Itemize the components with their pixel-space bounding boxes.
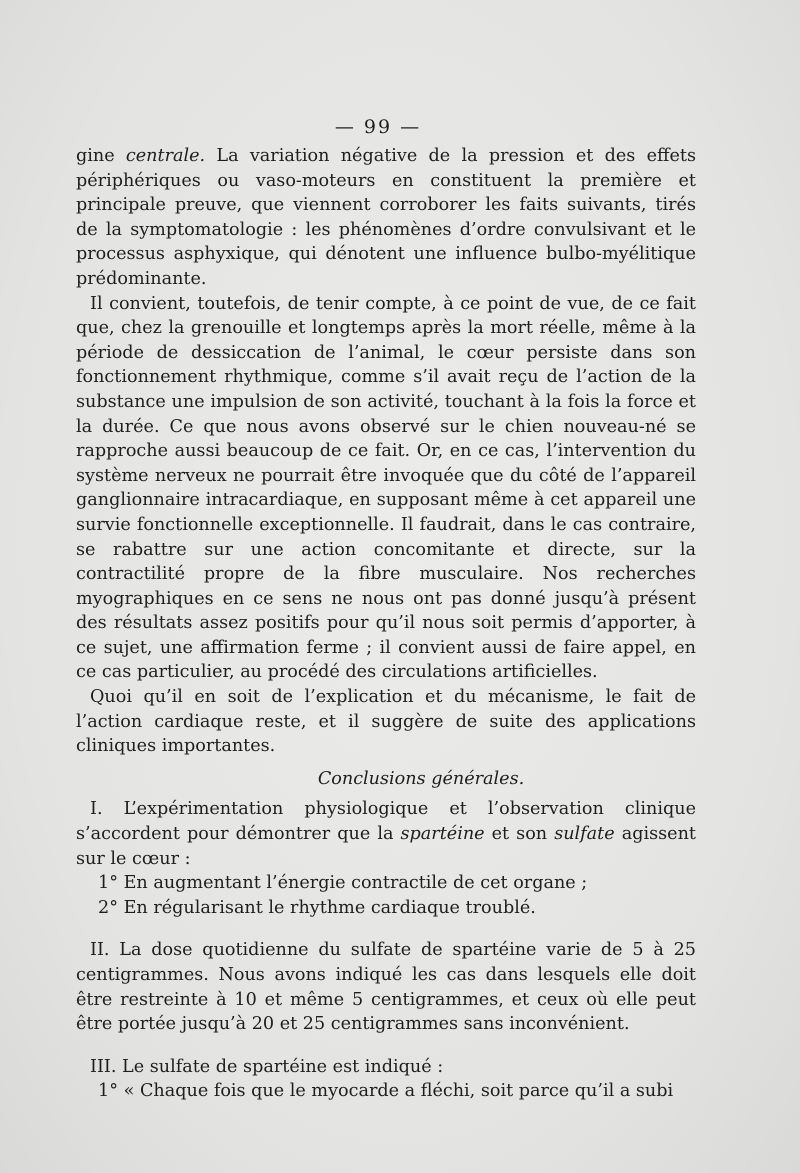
emphasis-sparteine: spartéine [400,824,485,845]
emphasis-sulfate: sulfate [554,824,615,845]
conclusion-1-item-2: 2° En régularisant le rhythme cardiaque troublé. [98,897,536,918]
conclusion-3-item-1: 1° « Chaque fois que le myocarde a fléchi, soit parce qu’il a subi [98,1081,674,1102]
paragraph-1-rest: La variation négative de la pression et des effets périphériques ou vaso-moteurs en constituent la première et principale preuve, que viennent corroborer les faits suivants, tirés de la symptomatologie : les phénomènes d’ordre convulsivant et le processus asphyxique, qui dénotent une influence bulbo-myélitique prédominante. [76,146,696,289]
conclusion-1-text-c: agissent sur le cœur : [76,824,696,869]
section-heading: Conclusions générales. [317,768,525,789]
spacer [76,1037,696,1055]
conclusion-1-text-a: I. L’expérimentation physiologique et l’observation clinique s’accordent pour démontrer que la [76,799,696,845]
paragraph-3: Quoi qu’il en soit de l’explication et du mécanisme, le fait de l’action cardiaque reste, et il suggère de suite des applications cliniques importantes. [76,687,696,757]
conclusion-1-text-b: et son [484,824,555,845]
paragraph-1 [76,144,696,292]
page-body [76,144,696,1104]
conclusion-1-item-1: 1° En augmentant l’énergie contractile de cet organe ; [98,873,588,894]
conclusion-2: II. La dose quotidienne du sulfate de spartéine varie de 5 à 25 centigrammes. Nous avons indiqué les cas dans lesquels elle doit être restreinte à 10 et même 5 centigrammes, et ceux où elle peut être portée jusqu’à 20 et 25 centigrammes sans inconvénient. [76,940,696,1035]
conclusion-3: III. Le sulfate de spartéine est indiqué : [90,1056,444,1077]
paragraph-2: Il convient, toutefois, de tenir compte, à ce point de vue, de ce fait que, chez la grenouille et longtemps après la mort réelle, même à la période de dessiccation de l’animal, le cœur persiste dans son fonctionnement rhythmique, comme s’il avait reçu de l’action de la substance une impulsion de son activité, touchant à la fois la force et la durée. Ce que nous avons observé sur le chien nouveau-né se rapproche aussi beaucoup de ce fait. Or, en ce cas, l’intervention du système nerveux ne pourrait être invoquée que du côté de l’appareil ganglionnaire intracardiaque, en supposant même à cet appareil une survie fonctionnelle exceptionnelle. Il faudrait, dans le cas contraire, se rabattre sur une action concomitante et directe, sur la contractilité propre de la fibre musculaire. Nos recherches myographiques en ce sens ne nous ont pas donné jusqu’à présent des résultats assez positifs pour qu’il nous soit permis d’apporter, à ce sujet, une affirmation ferme ; il convient aussi de faire appel, en ce cas particulier, au procédé des circulations artificielles. [76,293,696,683]
paragraph-1-start: gine [76,146,126,166]
page-number: — 99 — [334,116,422,138]
conclusion-1 [76,797,696,871]
emphasis-centrale: centrale. [125,146,206,166]
spacer [76,920,696,938]
